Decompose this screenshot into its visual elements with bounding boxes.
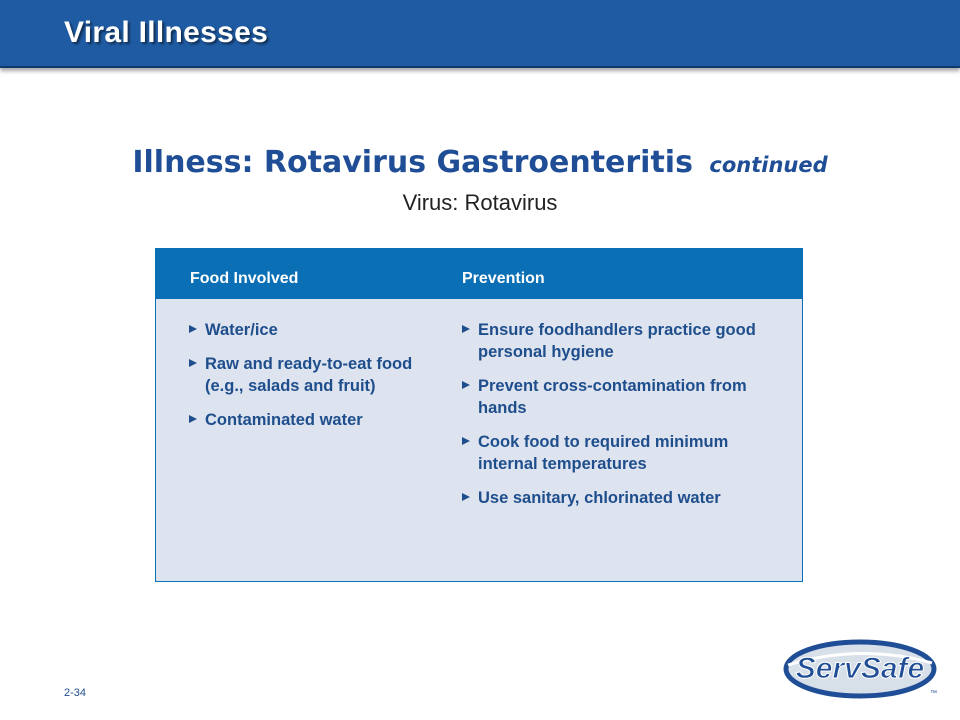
slide-subtitle: Virus: Rotavirus xyxy=(402,190,558,215)
page-number: 2-34 xyxy=(64,687,87,699)
list-item xyxy=(189,319,454,341)
header-title: Viral Illnesses xyxy=(64,16,269,49)
bullet-arrow-icon xyxy=(462,325,470,333)
bullet-arrow-icon xyxy=(189,359,197,367)
bullet-arrow-icon xyxy=(462,437,470,445)
list-item-text: Cook food to required minimum internal temperatures xyxy=(478,433,729,473)
slide-title-main: Illness: Rotavirus Gastroenteritis xyxy=(132,145,693,180)
list-item-text: Use sanitary, chlorinated water xyxy=(478,489,721,507)
table-header xyxy=(156,249,802,299)
bullet-arrow-icon xyxy=(462,381,470,389)
slide-title xyxy=(0,145,960,180)
logo-text: ServSafe xyxy=(795,652,925,685)
info-table xyxy=(155,248,803,582)
list-item xyxy=(189,409,454,431)
prevention-list xyxy=(462,319,792,521)
food-involved-list xyxy=(189,319,454,443)
bullet-arrow-icon xyxy=(189,415,197,423)
column-header-food-involved: Food Involved xyxy=(190,270,299,287)
list-item xyxy=(189,353,454,397)
slide-title-suffix: continued xyxy=(709,153,828,177)
list-item-text: Raw and ready-to-eat food (e.g., salads and fruit) xyxy=(205,355,413,395)
header-bar xyxy=(0,0,960,68)
list-item xyxy=(462,487,792,509)
list-item-text: Ensure foodhandlers practice good personal hygiene xyxy=(478,321,756,361)
column-header-prevention: Prevention xyxy=(462,270,545,287)
bullet-arrow-icon xyxy=(189,325,197,333)
list-item xyxy=(462,431,792,475)
list-item xyxy=(462,375,792,419)
bullet-arrow-icon xyxy=(462,493,470,501)
list-item-text: Contaminated water xyxy=(205,411,363,429)
servsafe-logo xyxy=(780,635,940,705)
list-item xyxy=(462,319,792,363)
list-item-text: Water/ice xyxy=(205,321,278,339)
list-item-text: Prevent cross-contamination from hands xyxy=(478,377,747,417)
logo-trademark: ™ xyxy=(930,690,937,697)
